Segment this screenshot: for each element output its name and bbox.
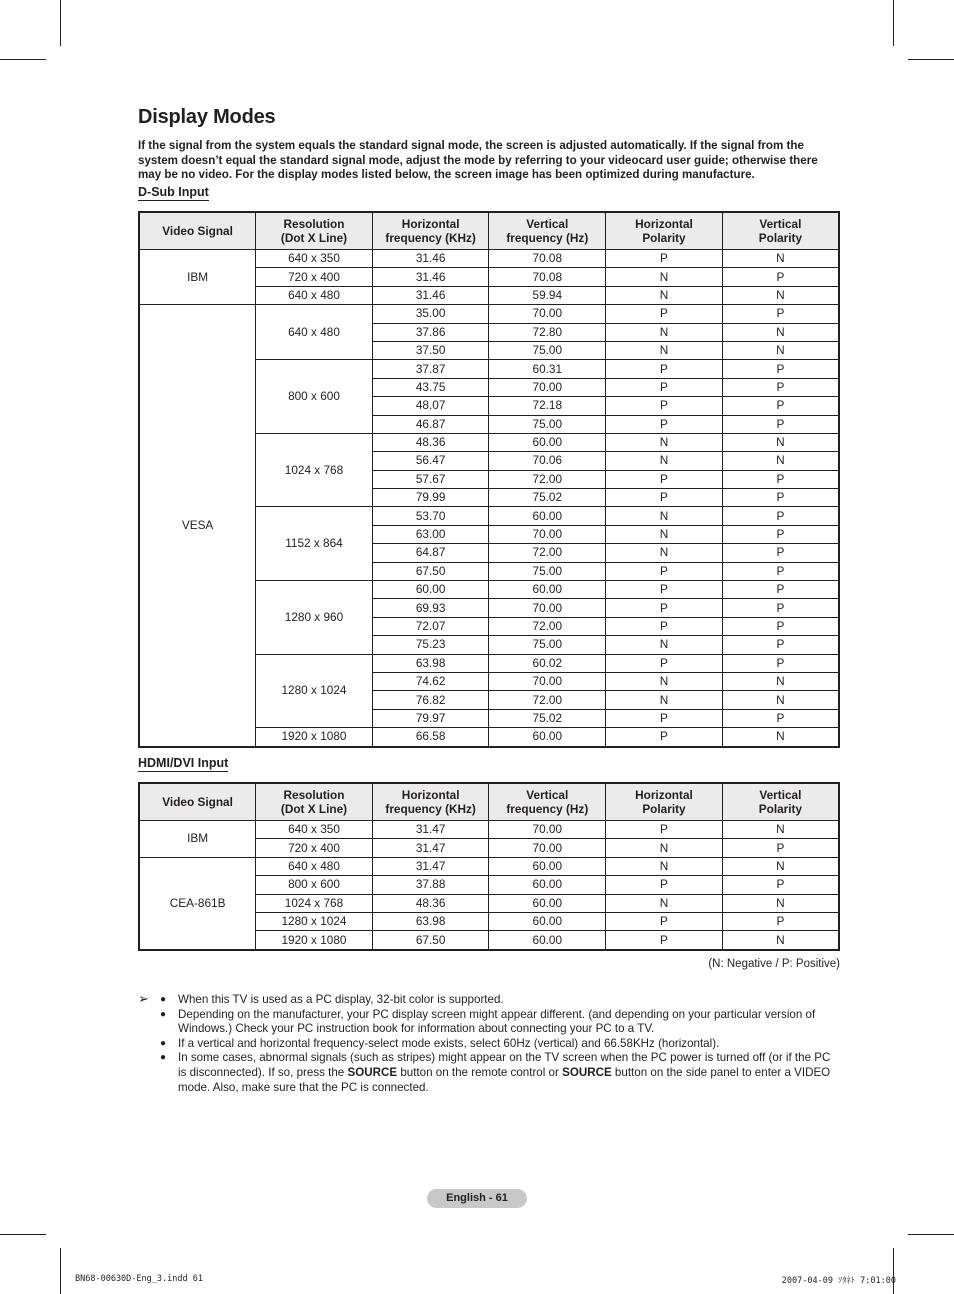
resolution-cell: 720 x 400 [256, 268, 373, 286]
horizontal-polarity-cell: P [606, 709, 723, 727]
horizontal-polarity-cell: P [606, 617, 723, 635]
horizontal-polarity-cell: P [606, 581, 723, 599]
table-row [139, 857, 839, 875]
resolution-cell: 640 x 480 [256, 286, 373, 304]
horizontal-frequency-cell: 48.36 [372, 433, 489, 451]
vertical-frequency-cell: 70.00 [489, 839, 606, 857]
vertical-frequency-cell: 70.00 [489, 378, 606, 396]
column-header: Vertical frequency (Hz) [489, 783, 606, 821]
resolution-cell: 640 x 480 [256, 857, 373, 875]
vertical-polarity-cell: N [722, 894, 839, 912]
vertical-polarity-cell: P [722, 378, 839, 396]
resolution-cell: 1280 x 1024 [256, 654, 373, 728]
vertical-frequency-cell: 60.00 [489, 507, 606, 525]
horizontal-polarity-cell: P [606, 931, 723, 950]
horizontal-polarity-cell: P [606, 360, 723, 378]
resolution-cell: 640 x 350 [256, 250, 373, 268]
horizontal-frequency-cell: 43.75 [372, 378, 489, 396]
vertical-frequency-cell: 60.00 [489, 912, 606, 930]
vertical-polarity-cell: N [722, 250, 839, 268]
resolution-cell: 1280 x 960 [256, 581, 373, 655]
vertical-polarity-cell: N [722, 857, 839, 875]
note-text: If a vertical and horizontal frequency-select mode exists, select 60Hz (vertical) and 66.58KHz (horizontal). [178, 1036, 720, 1050]
column-header: Vertical Polarity [722, 783, 839, 821]
vertical-frequency-cell: 70.00 [489, 821, 606, 839]
horizontal-frequency-cell: 48.36 [372, 894, 489, 912]
horizontal-polarity-cell: N [606, 452, 723, 470]
video-signal-cell: CEA-861B [139, 857, 256, 949]
vertical-frequency-cell: 75.00 [489, 562, 606, 580]
column-header: Resolution (Dot X Line) [256, 212, 373, 250]
note-text: button on the remote control or [397, 1065, 563, 1079]
video-signal-cell: IBM [139, 250, 256, 305]
polarity-legend-note: (N: Negative / P: Positive) [708, 958, 840, 970]
note-item [160, 993, 840, 1008]
horizontal-frequency-cell: 31.46 [372, 286, 489, 304]
table-row [139, 821, 839, 839]
vertical-polarity-cell: P [722, 544, 839, 562]
horizontal-polarity-cell: P [606, 470, 723, 488]
column-header: Vertical frequency (Hz) [489, 212, 606, 250]
vertical-polarity-cell: P [722, 525, 839, 543]
crop-mark [893, 1248, 894, 1294]
horizontal-polarity-cell: P [606, 250, 723, 268]
horizontal-frequency-cell: 57.67 [372, 470, 489, 488]
crop-mark [60, 0, 61, 46]
vertical-frequency-cell: 60.00 [489, 857, 606, 875]
horizontal-frequency-cell: 79.99 [372, 489, 489, 507]
horizontal-frequency-cell: 37.88 [372, 876, 489, 894]
note-text: When this TV is used as a PC display, 32-bit color is supported. [178, 993, 504, 1006]
horizontal-frequency-cell: 60.00 [372, 581, 489, 599]
vertical-frequency-cell: 72.80 [489, 323, 606, 341]
vertical-frequency-cell: 70.06 [489, 452, 606, 470]
vertical-frequency-cell: 75.02 [489, 489, 606, 507]
page-title: Display Modes [138, 106, 276, 128]
horizontal-frequency-cell: 64.87 [372, 544, 489, 562]
horizontal-frequency-cell: 37.50 [372, 341, 489, 359]
horizontal-frequency-cell: 31.47 [372, 839, 489, 857]
vertical-frequency-cell: 75.00 [489, 341, 606, 359]
vertical-polarity-cell: P [722, 305, 839, 323]
column-header: Video Signal [139, 783, 256, 821]
horizontal-frequency-cell: 67.50 [372, 931, 489, 950]
vertical-polarity-cell: P [722, 876, 839, 894]
bullet-icon: ● [160, 1008, 167, 1020]
dsub-display-modes-table [138, 211, 840, 748]
vertical-frequency-cell: 70.00 [489, 305, 606, 323]
horizontal-frequency-cell: 63.98 [372, 654, 489, 672]
vertical-frequency-cell: 70.08 [489, 250, 606, 268]
vertical-polarity-cell: P [722, 617, 839, 635]
print-slug-date: 2007-04-09 ｿﾀﾈﾄ 7:01:00 [781, 1276, 896, 1286]
crop-mark [908, 1234, 954, 1235]
vertical-frequency-cell: 59.94 [489, 286, 606, 304]
resolution-cell: 1024 x 768 [256, 433, 373, 507]
column-header: Video Signal [139, 212, 256, 250]
horizontal-frequency-cell: 75.23 [372, 636, 489, 654]
column-header: Horizontal frequency (KHz) [372, 212, 489, 250]
horizontal-frequency-cell: 31.46 [372, 250, 489, 268]
horizontal-frequency-cell: 63.98 [372, 912, 489, 930]
resolution-cell: 1024 x 768 [256, 894, 373, 912]
vertical-polarity-cell: N [722, 323, 839, 341]
vertical-polarity-cell: N [722, 672, 839, 690]
resolution-cell: 1152 x 864 [256, 507, 373, 581]
vertical-polarity-cell: P [722, 581, 839, 599]
video-signal-cell: VESA [139, 305, 256, 747]
vertical-frequency-cell: 60.00 [489, 581, 606, 599]
resolution-cell: 640 x 350 [256, 821, 373, 839]
vertical-frequency-cell: 75.02 [489, 709, 606, 727]
horizontal-frequency-cell: 69.93 [372, 599, 489, 617]
vertical-polarity-cell: N [722, 452, 839, 470]
crop-mark [0, 59, 46, 60]
horizontal-polarity-cell: P [606, 378, 723, 396]
vertical-frequency-cell: 72.18 [489, 397, 606, 415]
vertical-frequency-cell: 72.00 [489, 544, 606, 562]
resolution-cell: 1280 x 1024 [256, 912, 373, 930]
horizontal-polarity-cell: N [606, 507, 723, 525]
resolution-cell: 640 x 480 [256, 305, 373, 360]
vertical-polarity-cell: N [722, 286, 839, 304]
column-header: Horizontal Polarity [606, 212, 723, 250]
horizontal-polarity-cell: P [606, 562, 723, 580]
vertical-polarity-cell: N [722, 433, 839, 451]
horizontal-frequency-cell: 79.97 [372, 709, 489, 727]
horizontal-polarity-cell: N [606, 286, 723, 304]
horizontal-frequency-cell: 37.87 [372, 360, 489, 378]
horizontal-frequency-cell: 48.07 [372, 397, 489, 415]
horizontal-polarity-cell: N [606, 636, 723, 654]
intro-paragraph: If the signal from the system equals the standard signal mode, the screen is adjusted automatically. If the signal from the system doesn’t equal the standard signal mode, adjust the mode by referring to your videocard user guide; otherwise there may be no video. For the display modes listed below, the screen image has been optimized during manufacture. [138, 139, 818, 182]
vertical-polarity-cell: P [722, 268, 839, 286]
table-row [139, 305, 839, 323]
vertical-frequency-cell: 60.00 [489, 931, 606, 950]
resolution-cell: 720 x 400 [256, 839, 373, 857]
vertical-polarity-cell: P [722, 654, 839, 672]
table-row [139, 250, 839, 268]
horizontal-polarity-cell: N [606, 323, 723, 341]
crop-mark [908, 59, 954, 60]
horizontal-polarity-cell: N [606, 672, 723, 690]
horizontal-frequency-cell: 63.00 [372, 525, 489, 543]
horizontal-polarity-cell: P [606, 305, 723, 323]
vertical-frequency-cell: 60.31 [489, 360, 606, 378]
vertical-polarity-cell: P [722, 489, 839, 507]
video-signal-cell: IBM [139, 821, 256, 858]
horizontal-polarity-cell: P [606, 728, 723, 747]
horizontal-polarity-cell: N [606, 857, 723, 875]
table-header-row [139, 783, 839, 821]
horizontal-frequency-cell: 74.62 [372, 672, 489, 690]
horizontal-frequency-cell: 31.46 [372, 268, 489, 286]
vertical-polarity-cell: P [722, 709, 839, 727]
column-header: Horizontal frequency (KHz) [372, 783, 489, 821]
table-header-row [139, 212, 839, 250]
vertical-polarity-cell: N [722, 728, 839, 747]
horizontal-frequency-cell: 37.86 [372, 323, 489, 341]
vertical-frequency-cell: 60.00 [489, 433, 606, 451]
vertical-polarity-cell: P [722, 912, 839, 930]
vertical-polarity-cell: P [722, 599, 839, 617]
crop-mark [60, 1248, 61, 1294]
note-text: button on the side panel to enter a VIDEO mode. Also, make sure that the PC is connected. [178, 1065, 831, 1094]
horizontal-frequency-cell: 31.47 [372, 821, 489, 839]
resolution-cell: 1920 x 1080 [256, 728, 373, 747]
vertical-polarity-cell: P [722, 397, 839, 415]
vertical-polarity-cell: N [722, 691, 839, 709]
horizontal-frequency-cell: 66.58 [372, 728, 489, 747]
horizontal-polarity-cell: N [606, 839, 723, 857]
horizontal-frequency-cell: 56.47 [372, 452, 489, 470]
vertical-polarity-cell: P [722, 839, 839, 857]
vertical-polarity-cell: P [722, 562, 839, 580]
vertical-polarity-cell: N [722, 931, 839, 950]
dsub-heading: D-Sub Input [138, 185, 209, 199]
note-text: Depending on the manufacturer, your PC display screen might appear different. (and depending on your particular version of Windows.) Check your PC instruction book for information about connecting your PC to a TV. [178, 1007, 816, 1036]
note-item [160, 1051, 840, 1095]
source-button-label: SOURCE [347, 1065, 398, 1079]
vertical-polarity-cell: P [722, 636, 839, 654]
horizontal-polarity-cell: P [606, 821, 723, 839]
vertical-frequency-cell: 70.00 [489, 599, 606, 617]
vertical-polarity-cell: P [722, 470, 839, 488]
vertical-frequency-cell: 60.00 [489, 876, 606, 894]
vertical-frequency-cell: 70.00 [489, 525, 606, 543]
horizontal-polarity-cell: P [606, 489, 723, 507]
vertical-frequency-cell: 75.00 [489, 415, 606, 433]
vertical-polarity-cell: P [722, 360, 839, 378]
column-header: Vertical Polarity [722, 212, 839, 250]
horizontal-polarity-cell: N [606, 894, 723, 912]
hdmi-heading: HDMI/DVI Input [138, 756, 229, 770]
print-slug-file: BN68-00630D-Eng_3.indd 61 [75, 1274, 203, 1284]
resolution-cell: 1920 x 1080 [256, 931, 373, 950]
horizontal-frequency-cell: 72.07 [372, 617, 489, 635]
bullet-icon: ● [160, 994, 167, 1005]
horizontal-polarity-cell: P [606, 599, 723, 617]
hdmi-display-modes-table [138, 782, 840, 951]
vertical-frequency-cell: 72.00 [489, 617, 606, 635]
column-header: Horizontal Polarity [606, 783, 723, 821]
horizontal-frequency-cell: 67.50 [372, 562, 489, 580]
vertical-polarity-cell: N [722, 341, 839, 359]
vertical-frequency-cell: 72.00 [489, 470, 606, 488]
page-number-badge: English - 61 [427, 1189, 527, 1208]
bullet-icon: ● [160, 1052, 167, 1064]
horizontal-polarity-cell: N [606, 341, 723, 359]
horizontal-polarity-cell: N [606, 433, 723, 451]
vertical-frequency-cell: 75.00 [489, 636, 606, 654]
horizontal-polarity-cell: N [606, 268, 723, 286]
crop-mark [0, 1234, 46, 1235]
horizontal-frequency-cell: 76.82 [372, 691, 489, 709]
horizontal-polarity-cell: P [606, 876, 723, 894]
crop-mark [893, 0, 894, 46]
horizontal-frequency-cell: 46.87 [372, 415, 489, 433]
vertical-frequency-cell: 60.02 [489, 654, 606, 672]
vertical-frequency-cell: 70.08 [489, 268, 606, 286]
horizontal-polarity-cell: P [606, 397, 723, 415]
horizontal-frequency-cell: 53.70 [372, 507, 489, 525]
horizontal-polarity-cell: N [606, 691, 723, 709]
horizontal-polarity-cell: N [606, 525, 723, 543]
vertical-frequency-cell: 60.00 [489, 728, 606, 747]
note-text: In some cases, abnormal signals (such as stripes) might appear on the TV screen when the PC power is turned off (or if the PC is disconnected). If so, press the [178, 1051, 831, 1079]
source-button-label: SOURCE [562, 1065, 612, 1079]
vertical-polarity-cell: P [722, 507, 839, 525]
column-header: Resolution (Dot X Line) [256, 783, 373, 821]
bullet-icon: ● [160, 1037, 167, 1049]
note-item [160, 1037, 840, 1052]
horizontal-polarity-cell: P [606, 415, 723, 433]
vertical-polarity-cell: P [722, 415, 839, 433]
horizontal-polarity-cell: N [606, 544, 723, 562]
horizontal-polarity-cell: P [606, 654, 723, 672]
note-arrow-icon: ➢ [138, 991, 149, 1006]
vertical-frequency-cell: 60.00 [489, 894, 606, 912]
notes-list [160, 993, 840, 1095]
horizontal-frequency-cell: 35.00 [372, 305, 489, 323]
note-item [160, 1008, 840, 1037]
horizontal-polarity-cell: P [606, 912, 723, 930]
resolution-cell: 800 x 600 [256, 876, 373, 894]
resolution-cell: 800 x 600 [256, 360, 373, 434]
horizontal-frequency-cell: 31.47 [372, 857, 489, 875]
vertical-frequency-cell: 72.00 [489, 691, 606, 709]
vertical-frequency-cell: 70.00 [489, 672, 606, 690]
vertical-polarity-cell: N [722, 821, 839, 839]
